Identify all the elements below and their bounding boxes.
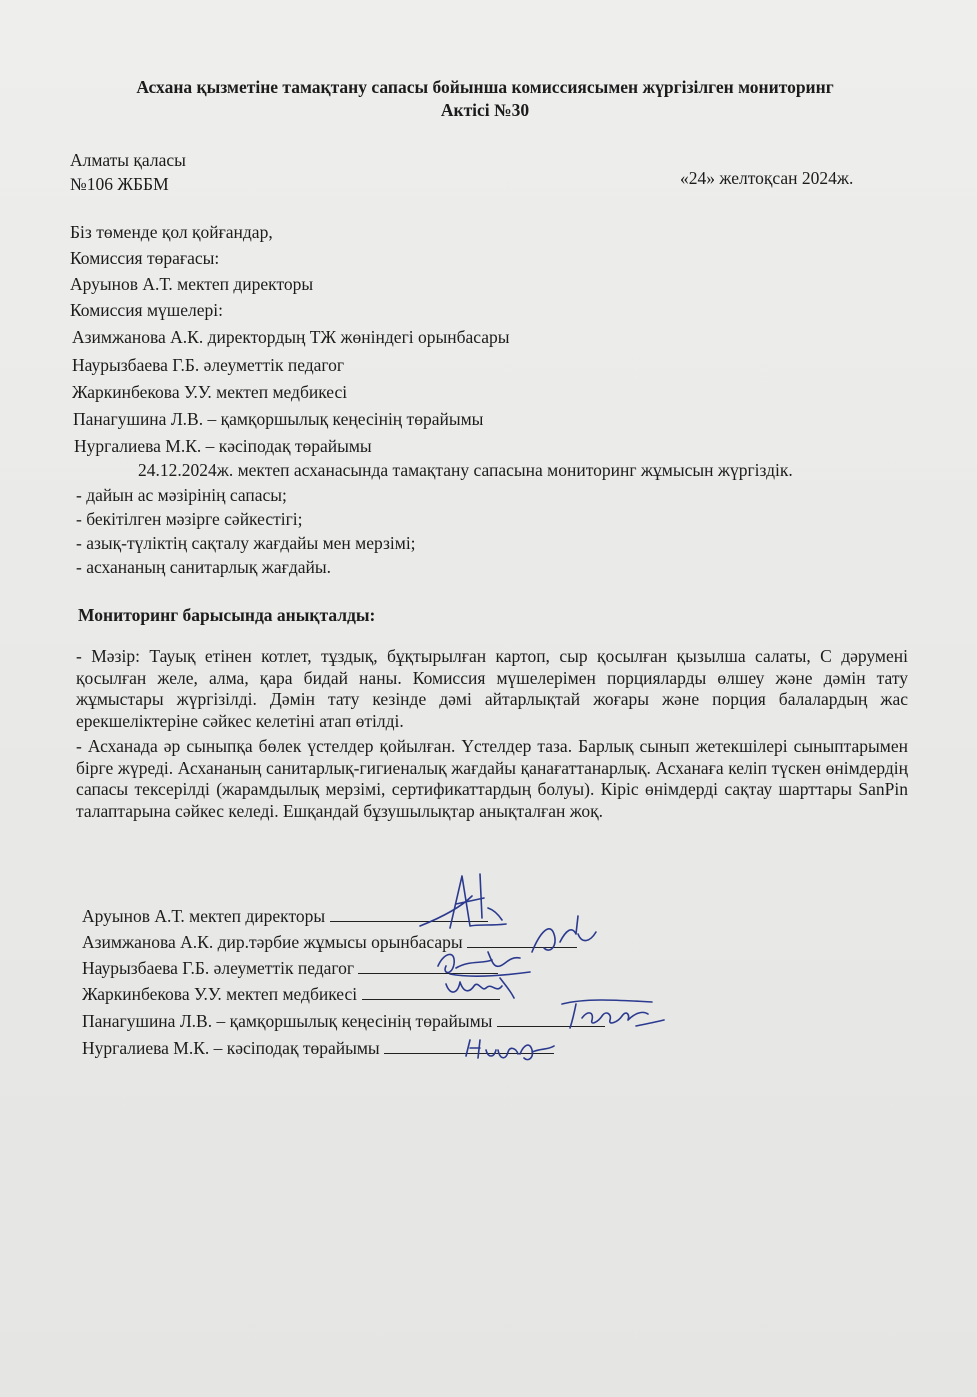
signature-row-5 <box>82 1011 605 1032</box>
member-4: Панагушина Л.В. – қамқоршылық кеңесінің төрайымы <box>73 409 484 429</box>
chair-name: Аруынов А.Т. мектеп директоры <box>70 274 314 294</box>
check-item-2: - бекітілген мәзірге сәйкестігі; <box>76 509 303 529</box>
check-item-3: - азық-түліктің сақталу жағдайы мен мерзімі; <box>76 533 416 553</box>
city: Алматы қаласы <box>70 150 186 170</box>
title-line-1: Асхана қызметіне тамақтану сапасы бойынша комиссиясымен жүргізілген мониторинг <box>136 77 834 97</box>
member-1: Азимжанова А.К. директордың ТЖ жөніндегі орынбасары <box>72 327 510 347</box>
signer-5: Панагушина Л.В. – қамқоршылық кеңесінің төрайымы <box>82 1011 493 1031</box>
findings-paragraph-1: - Мәзір: Тауық етінен котлет, тұздық, бұқтырылған картоп, сыр қосылған қызылша салаты, С дәрумені қосылған желе, алма, қара бидай наны. Комиссия мүшелерімен порцияларды өлшеу және дәмін тату жұмыстары жүргізілді. Дәмін тату кезінде дәмі айтарлықтай жоғары және порция балалардың жас ерекшеліктеріне сәйкес келетіні атап өтілді. <box>76 646 908 731</box>
chair-label: Комиссия төрағасы: <box>70 248 220 268</box>
member-3: Жаркинбекова У.У. мектеп медбикесі <box>72 382 348 402</box>
findings-heading: Мониторинг барысында анықталды: <box>78 605 376 625</box>
findings-paragraph-2: - Асханада әр сыныпқа бөлек үстелдер қойылған. Үстелдер таза. Барлық сынып жетекшілері сыныптарымен бірге жүреді. Асхананың санитарлық-гигиеналық жағдайы қанағаттанарлық. Асханаға келіп түскен өнімдердің сапасы тексерілді (жарамдылық мерзімі, сертификаттардың болуы). Кіріс өнімдерді сақтау шарттары SanPin талаптарына сәйкес келеді. Ешқандай бұзушылықтар анықталған жоқ. <box>76 736 908 821</box>
document-title <box>60 76 910 122</box>
handwritten-signature-4 <box>440 972 520 1008</box>
check-item-4: - асхананың санитарлық жағдайы. <box>76 557 331 577</box>
members-label: Комиссия мүшелері: <box>70 300 224 320</box>
handwritten-signature-6 <box>458 1030 558 1070</box>
monitoring-statement: 24.12.2024ж. мектеп асханасында тамақтану сапасына мониторинг жұмысын жүргіздік. <box>138 460 793 480</box>
signer-3: Наурызбаева Г.Б. әлеуметтік педагог <box>82 958 355 978</box>
school: №106 ЖББМ <box>70 174 169 194</box>
document-date: «24» желтоқсан 2024ж. <box>680 168 854 188</box>
signature-row-4 <box>82 984 500 1005</box>
undersigned-line: Біз төменде қол қойғандар, <box>70 222 273 242</box>
check-item-1: - дайын ас мәзірінің сапасы; <box>76 485 287 505</box>
member-2: Наурызбаева Г.Б. әлеуметтік педагог <box>72 355 345 375</box>
title-line-2: Актісі №30 <box>440 100 530 120</box>
member-5: Нургалиева М.К. – кәсіподақ төрайымы <box>74 436 372 456</box>
handwritten-signature-1 <box>410 868 520 938</box>
signer-2: Азимжанова А.К. дир.тәрбие жұмысы орынбасары <box>82 932 463 952</box>
signer-4: Жаркинбекова У.У. мектеп медбикесі <box>82 984 358 1004</box>
signer-1: Аруынов А.Т. мектеп директоры <box>82 906 326 926</box>
signer-6: Нургалиева М.К. – кәсіподақ төрайымы <box>82 1038 380 1058</box>
handwritten-signature-5 <box>556 996 668 1036</box>
